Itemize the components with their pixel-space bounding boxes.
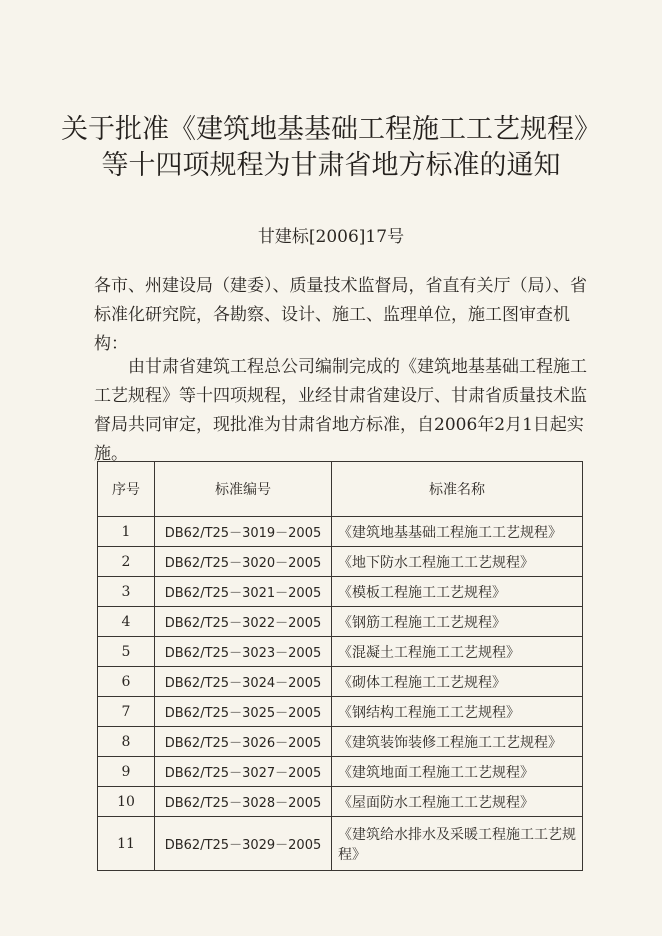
row-no: 10: [98, 787, 155, 817]
row-code: DB62/T25－3026－2005: [155, 727, 332, 757]
row-code: DB62/T25－3020－2005: [155, 547, 332, 577]
row-no: 2: [98, 547, 155, 577]
row-name: 《砌体工程施工工艺规程》: [332, 667, 583, 697]
row-no: 11: [98, 817, 155, 871]
row-no: 1: [98, 517, 155, 547]
title-line-1: 关于批准《建筑地基基础工程施工工艺规程》: [61, 114, 601, 145]
row-name: 《地下防水工程施工工艺规程》: [332, 547, 583, 577]
table-row: [98, 607, 583, 637]
row-no: 9: [98, 757, 155, 787]
row-code: DB62/T25－3023－2005: [155, 637, 332, 667]
table-row: [98, 547, 583, 577]
row-no: 8: [98, 727, 155, 757]
row-name: 《建筑给水排水及采暖工程施工工艺规程》: [332, 817, 583, 871]
row-code: DB62/T25－3019－2005: [155, 517, 332, 547]
row-code: DB62/T25－3022－2005: [155, 607, 332, 637]
row-code: DB62/T25－3027－2005: [155, 757, 332, 787]
table-row: [98, 697, 583, 727]
table-row: [98, 787, 583, 817]
row-code: DB62/T25－3021－2005: [155, 577, 332, 607]
document-number: 甘建标[2006]17号: [257, 227, 405, 247]
row-code: DB62/T25－3025－2005: [155, 697, 332, 727]
table-row: [98, 517, 583, 547]
row-no: 5: [98, 637, 155, 667]
table-row: [98, 667, 583, 697]
table-header-row: [98, 462, 583, 517]
row-name: 《钢结构工程施工工艺规程》: [332, 697, 583, 727]
table-row: [98, 757, 583, 787]
notice-title: [0, 112, 662, 184]
table-row: [98, 727, 583, 757]
row-no: 6: [98, 667, 155, 697]
row-name: 《建筑装饰装修工程施工工艺规程》: [332, 727, 583, 757]
row-no: 3: [98, 577, 155, 607]
header-code: 标准编号: [155, 462, 332, 517]
row-code: DB62/T25－3029－2005: [155, 817, 332, 871]
row-name: 《建筑地面工程施工工艺规程》: [332, 757, 583, 787]
row-name: 《建筑地基基础工程施工工艺规程》: [332, 517, 583, 547]
row-no: 4: [98, 607, 155, 637]
body-paragraph: 由甘肃省建筑工程总公司编制完成的《建筑地基基础工程施工工艺规程》等十四项规程，业经甘肃省建设厅、甘肃省质量技术监督局共同审定，现批准为甘肃省地方标准，自2006年2月1日起实施。: [94, 357, 587, 464]
row-name: 《钢筋工程施工工艺规程》: [332, 607, 583, 637]
row-name: 《混凝土工程施工工艺规程》: [332, 637, 583, 667]
standards-table: [97, 461, 583, 871]
title-line-2: 等十四项规程为甘肃省地方标准的通知: [101, 150, 561, 181]
table-row: [98, 637, 583, 667]
row-code: DB62/T25－3024－2005: [155, 667, 332, 697]
recipients-paragraph: 各市、州建设局（建委）、质量技术监督局，省直有关厅（局）、省标准化研究院，各勘察、设计、施工、监理单位，施工图审查机构：: [94, 276, 587, 354]
header-no: 序号: [98, 462, 155, 517]
row-name: 《模板工程施工工艺规程》: [332, 577, 583, 607]
row-name: 《屋面防水工程施工工艺规程》: [332, 787, 583, 817]
table-row: [98, 817, 583, 871]
header-name: 标准名称: [332, 462, 583, 517]
row-code: DB62/T25－3028－2005: [155, 787, 332, 817]
row-no: 7: [98, 697, 155, 727]
table-row: [98, 577, 583, 607]
